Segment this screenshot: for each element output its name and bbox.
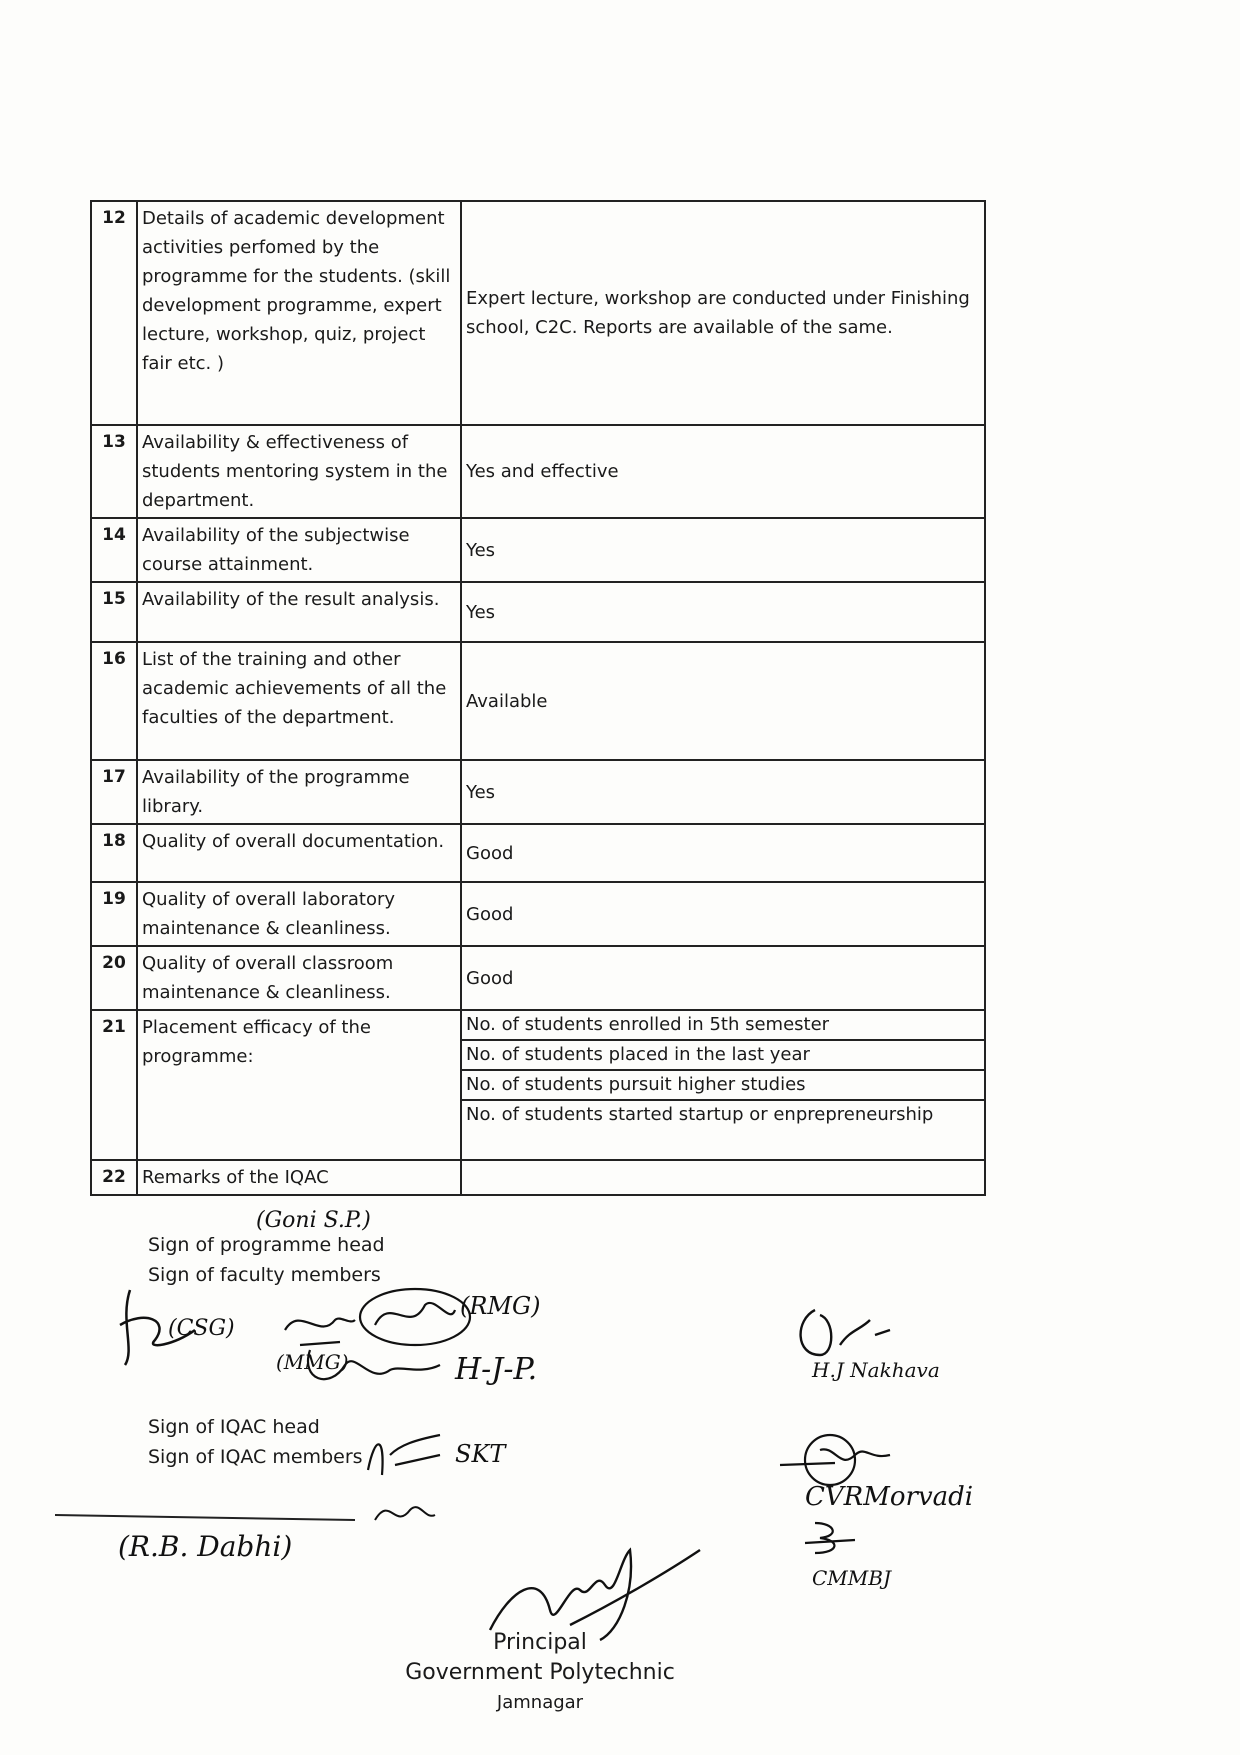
criterion-cell: Quality of overall laboratory maintenance & cleanliness. (137, 882, 461, 946)
response-cell (461, 1160, 985, 1195)
table-row (91, 760, 985, 824)
iqac-members-label: Sign of IQAC members (148, 1446, 363, 1468)
row-number: 13 (91, 425, 137, 518)
criterion-cell: Quality of overall documentation. (137, 824, 461, 882)
right-name-3: CMMBJ (812, 1566, 891, 1590)
table-row (91, 582, 985, 642)
table-row (91, 882, 985, 946)
iqac-head-label: Sign of IQAC head (148, 1416, 320, 1438)
row-number: 22 (91, 1160, 137, 1195)
iqac-member-signature (360, 1425, 450, 1485)
right-name-2: CVRMorvadi (805, 1482, 974, 1512)
faculty-label: Sign of faculty members (148, 1264, 381, 1286)
row-number: 19 (91, 882, 137, 946)
response-cell: Yes (461, 760, 985, 824)
row-number: 17 (91, 760, 137, 824)
criterion-cell: Availability & effectiveness of students mentoring system in the department. (137, 425, 461, 518)
row-number: 20 (91, 946, 137, 1010)
sub-item-startup: No. of students started startup or enprepreneurship (466, 1104, 934, 1125)
row-number: 15 (91, 582, 137, 642)
iqac-initials: SKT (455, 1440, 506, 1468)
table-row (91, 518, 985, 582)
response-cell: Yes (461, 518, 985, 582)
principal-title: Principal (493, 1630, 587, 1655)
criterion-cell: Availability of the subjectwise course attainment. (137, 518, 461, 582)
sub-item-higher-studies: No. of students pursuit higher studies (462, 1071, 984, 1101)
faculty-signature-4 (300, 1340, 450, 1400)
faculty-name-1: (CSG) (168, 1316, 235, 1341)
bottom-name: (R.B. Dabhi) (118, 1530, 293, 1563)
criterion-cell: Details of academic development activities perfomed by the programme for the students. (skill development programme, expert lecture, workshop, quiz, project fair etc. ) (137, 201, 461, 425)
criterion-cell: Placement efficacy of the programme: (137, 1010, 461, 1160)
row-number: 12 (91, 201, 137, 425)
row-number: 16 (91, 642, 137, 760)
row-number: 14 (91, 518, 137, 582)
criterion-cell: Availability of the programme library. (137, 760, 461, 824)
response-cell: Good (461, 882, 985, 946)
criterion-cell: Remarks of the IQAC (137, 1160, 461, 1195)
faculty-name-3: (RMG) (460, 1292, 541, 1320)
response-cell: Good (461, 946, 985, 1010)
response-cell: Good (461, 824, 985, 882)
table-row (91, 1160, 985, 1195)
table-row (91, 201, 985, 425)
criterion-cell: Quality of overall classroom maintenance & cleanliness. (137, 946, 461, 1010)
criterion-cell: List of the training and other academic achievements of all the faculties of the department. (137, 642, 461, 760)
programme-head-name: (Goni S.P.) (256, 1208, 371, 1233)
row-number: 21 (91, 1010, 137, 1160)
sub-item-enrolled: No. of students enrolled in 5th semester (462, 1011, 984, 1041)
response-cell: Available (461, 642, 985, 760)
table-row (91, 1010, 985, 1160)
principal-place: Jamnagar (496, 1692, 584, 1713)
row-number: 18 (91, 824, 137, 882)
evaluation-table (90, 200, 986, 1196)
response-cell: Yes and effective (461, 425, 985, 518)
table-row (91, 946, 985, 1010)
principal-institution: Government Polytechnic (405, 1660, 675, 1685)
placement-sub-list (461, 1010, 985, 1160)
table-row (91, 642, 985, 760)
table-row (91, 824, 985, 882)
faculty-name-2: (MMG) (276, 1350, 349, 1374)
right-signature-3 (800, 1518, 870, 1558)
faculty-name-4: H-J-P. (455, 1352, 538, 1387)
right-name-1: H.J Nakhava (812, 1358, 940, 1382)
response-cell: Expert lecture, workshop are conducted under Finishing school, C2C. Reports are available of the same. (461, 201, 985, 425)
criterion-cell: Availability of the result analysis. (137, 582, 461, 642)
response-cell: Yes (461, 582, 985, 642)
table-row (91, 425, 985, 518)
sub-item-placed: No. of students placed in the last year (462, 1041, 984, 1071)
programme-head-label: Sign of programme head (148, 1234, 385, 1256)
